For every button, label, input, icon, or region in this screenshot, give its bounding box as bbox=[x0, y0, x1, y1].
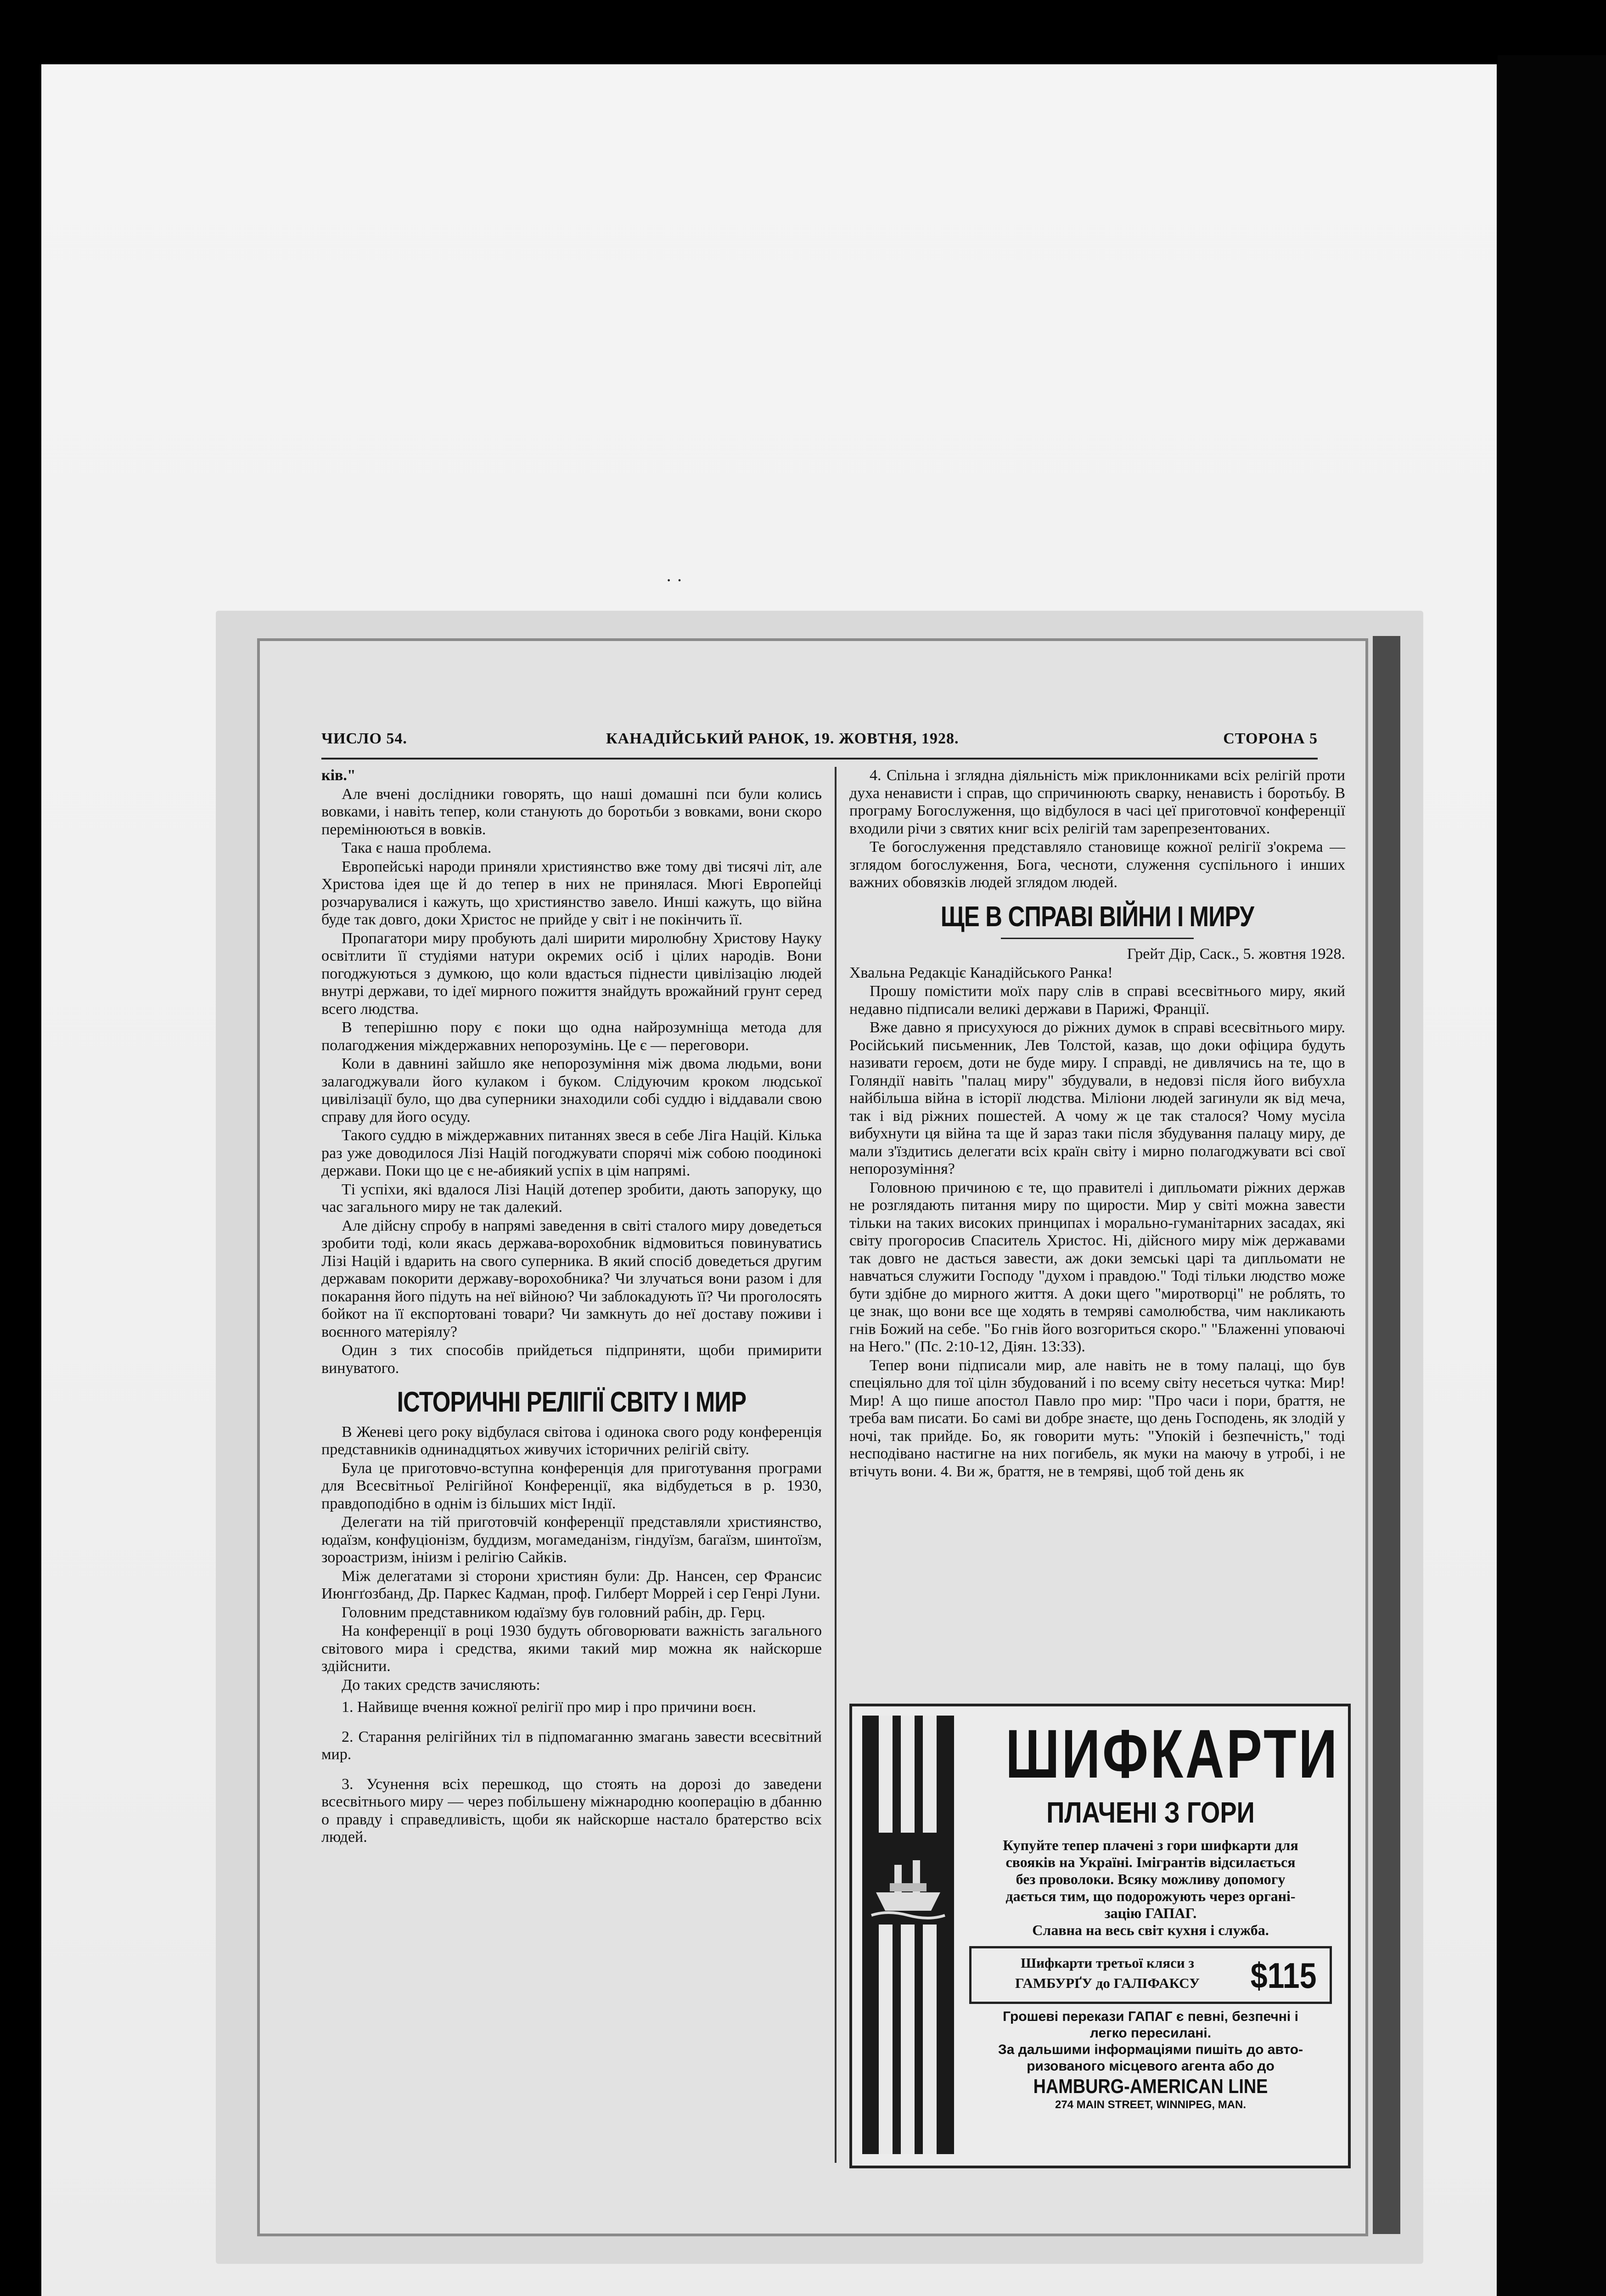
paragraph: 4. Спільна і зглядна діяльність між приклонниками всіх релігій проти духа ненависти і справ, що спричинюють сварку, ненависть і боротьбу. В програму Богослуження, що відбулося в часі цеї приготовчої конференції входили річи з святих книг всіх релігій там зарепрезентованих. bbox=[849, 767, 1345, 837]
left-column bbox=[321, 767, 822, 1858]
film-edge bbox=[1498, 55, 1606, 2296]
list-item: 3. Усунення всіх перешкод, що стоять на дорозі до заведени всесвітнього миру — через побільшену міжнародню кооперацію в дбанню о правду і справедливість, щоби як найскорше настало братерство всіх людей. bbox=[321, 1775, 822, 1846]
paragraph: Коли в давнині зайшло яке непорозуміння між двома людьми, вони залагоджували його кулаком і буком. Слідуючим кроком людської цивілізації було, що два суперники знаходили собі суддю і віддавали свою справу для його осуду. bbox=[321, 1055, 822, 1125]
list-item: 1. Найвище вчення кожної релігії про мир і про причини воєн. bbox=[342, 1699, 756, 1716]
ad-decorative-stripe bbox=[862, 1716, 954, 2154]
salutation: Хвальна Редакціє Канадійського Ранка! bbox=[849, 964, 1113, 981]
running-header bbox=[321, 730, 1318, 760]
paragraph: На конференції в році 1930 будуть обговорювати важність загального світового мира і средства, якими такий мир можна як найскорше здійснити. bbox=[321, 1622, 822, 1675]
paragraph: Те богослуження представляло становище кожної релігії з'окрема — зглядом богослуження, Бога, чесноти, служення суспільного і инших важних обовязків людей зглядом людей. bbox=[849, 838, 1345, 891]
paragraph: Делегати на тій приготовчій конференції представляли християнство, юдаїзм, конфуціонізм, буддизм, могамеданізм, гіндуїзм, багаїзм, шинтоїзм, зороастризм, ініизм і релігію Сайків. bbox=[321, 1514, 822, 1566]
paragraph: Була це приготовчо-вступна конференція для приготування програми для Всесвітньої Релігійної Конференції, яка відбудеться в р. 1930, правдоподібно в однім із більших міст Індії. bbox=[321, 1459, 822, 1512]
paragraph: Такого суддю в міждержавних питаннях звеся в себе Ліга Націй. Кілька раз уже доводилося Лізі Націй погоджувати спорячі між собою поодинокі держави. Поки що це є не-абиякий успіх в цім напрямі. bbox=[321, 1127, 822, 1179]
ship-icon bbox=[867, 1833, 949, 1925]
paragraph: Тепер вони підписали мир, але навіть не в тому палаці, що був спеціяльно для тої цілн збудований і по всему світу несеться чутка: Мир! Мир! А що пише апостол Павло про мир: "Про часи і пори, браття, не треба вам писати. Бо самі ви добре знаєте, що день Господень, як злодій у ночі, так прийде. Бо, як говорити муть: "Упокій і безпечність," тоді несподівано настигне на них погибель, як муки на маючу в утробі, і не втічуть вони. 4. Ви ж, браття, не в темряві, щоб той день як bbox=[849, 1356, 1345, 1480]
paragraph: Головною причиною є те, що правителі і дипльомати ріжних держав не розглядають питання миру по щирости. Мир у світі можна завести тільки на таких високих принципах і морально-гуманітарних засадах, які світу прогоросив Спаситель Христос. Ні, дійсного миру між державами так довго не дасться завести, аж доки земські царі та дипльомати не навчаться служити Господу "духом і правдою." Тоді тільки людство може бути здібне до мирного життя. А доки щего "миротворці" не роблять, то це знак, що вони все ще ходять в темряві самолюбства, чим накликають гнів Божий на себе. "Бо гнів його возгориться скоро." "Блаженні уповаючі на Него." (Пс. 2:10-12, Діян. 13:33). bbox=[849, 1179, 1345, 1355]
price-box bbox=[969, 1946, 1332, 2004]
means-list bbox=[321, 1699, 822, 1846]
ad-footer-text: Грошеві перекази ГАПАГ є певні, безпечні і легко пересилані. За дальшими інформаціями пишіть до авто- ризованого місцевого агента або до bbox=[998, 2009, 1303, 2074]
paragraph: Европейські народи приняли християнство вже тому дві тисячі літ, але Христова ідея ще й до тепер в них не принялася. Мюгі Европейці розчарувалися і кажуть, що християнство завело. Инші кажуть, що війна буде так довго, доки Христос не прийде у світ і не покінчить її. bbox=[321, 858, 822, 928]
paragraph: Вже давно я присухуюся до ріжних думок в справі всесвітнього миру. Російський письменник, Лев Толстой, казав, що доки офіцира будуть називати героєм, доти не буде миру. І справді, не дивлячись на те, що в Голяндії навіть "палац миру" збудували, в недовзі після його вибухла найбільша війна в історії людства. Міліони людей загинули як від меча, так і від ріжних пошестей. А чому ж це так сталося? Чому мусіла вибухнути ця війна та ще й зараз таки після збудування палацу миру, де мали з'їздитись делегати всіх країн світу і мирно полагоджувати всі свої непорозуміння? bbox=[849, 1019, 1345, 1177]
issue-number: ЧИСЛО 54. bbox=[321, 730, 407, 747]
article-headline: ЩЕ В СПРАВІ ВІЙНИ І МИРУ bbox=[940, 900, 1254, 933]
page-shadow bbox=[1373, 636, 1400, 2234]
ad-title: ШИФКАРТИ bbox=[1005, 1715, 1340, 1792]
paragraph: Між делегатами зі сторони християн були: Др. Нансен, сер Франсис Июнгґозбанд, Др. Паркес Кадман, проф. Гилберт Моррей і сер Генрі Луни. bbox=[321, 1567, 822, 1602]
column-divider bbox=[835, 767, 837, 2163]
paragraph: В теперішню пору є поки що одна найрозумніща метода для полагоджения міждержавних непорозумінь. Це є — переговори. bbox=[321, 1019, 822, 1054]
paragraph: ків." bbox=[321, 767, 356, 784]
paragraph: Головним представником юдаїзму був головний рабін, др. Герц. bbox=[342, 1604, 765, 1621]
price-box-label: Шифкарти третьої кляси з ГАМБУРҐУ до ГАЛІФАКСУ bbox=[1015, 1955, 1200, 1991]
paragraph: Але вчені дослідники говорять, що наші домашні пси були колись вовками, і навіть тепер, коли станують до боротьби з вовками, вони скоро перемінюються в вовків. bbox=[321, 785, 822, 838]
page-number: СТОРОНА 5 bbox=[1223, 730, 1318, 747]
paragraph: Така є наша проблема. bbox=[342, 839, 492, 856]
ad-content bbox=[965, 1715, 1340, 2111]
newspaper-page bbox=[257, 638, 1368, 2236]
masthead-date: КАНАДІЙСЬКИЙ РАНОК, 19. ЖОВТНЯ, 1928. bbox=[606, 730, 959, 747]
list-item: 2. Старання релігійних тіл в підпомаганню змагань завести всесвітний мир. bbox=[321, 1728, 822, 1763]
paragraph: До таких средств зачисляють: bbox=[342, 1676, 540, 1694]
paragraph: Ті успіхи, які вдалося Лізі Націй дотепер зробити, дають запоруку, що час загального миру не так далекий. bbox=[321, 1181, 822, 1216]
company-address: 274 MAIN STREET, WINNIPEG, MAN. bbox=[1055, 2099, 1247, 2111]
dateline: Грейт Дір, Саск., 5. жовтня 1928. bbox=[1127, 945, 1345, 962]
paragraph: В Женеві цего року відбулася світова і одинока свого роду конференція представників однинадцятьох живучих історичних релігій світу. bbox=[321, 1423, 822, 1458]
company-name: HAMBURG-AMERICAN LINE bbox=[1033, 2075, 1268, 2098]
ad-subtitle: ПЛАЧЕНІ З ГОРИ bbox=[1046, 1796, 1255, 1829]
fare-price: $115 bbox=[1250, 1955, 1317, 1996]
shipping-advertisement bbox=[849, 1704, 1351, 2168]
paragraph: Один з тих способів прийдеться підприняти, щоби примирити винуватого. bbox=[321, 1342, 822, 1377]
article-headline: ІСТОРИЧНІ РЕЛІГІЇ СВІТУ І МИР bbox=[397, 1386, 747, 1418]
paragraph: Але дійсну спробу в напрямі заведення в світі сталого миру доведеться зробити тоді, коли якась держава-ворохобник відмовиться повинуватись Лізі Націй і вдарить на свого суперника. В який спосіб доведеться другим державам покорити державу-ворохобника? Чи злучаться вони разом і для покарання його підуть на неї війною? Чи заблокадують її? Чи проголосять бойкот на її експортовані товари? Чи замкнуть до неї доставу поживи і воєнного матеріялу? bbox=[321, 1217, 822, 1340]
paragraph: Прошу помістити моїх пару слів в справі всесвітнього миру, який недавно підписали великі держави в Парижі, Франції. bbox=[849, 983, 1345, 1018]
paragraph: Пропагатори миру пробують далі ширити миролюбну Христову Науку освітлити її студіями натури окремих осіб і цілих народів. Вони погоджуються з думкою, що коли вдасться піднести цивілізацію людей внутрі держави, то ідеї мирного пожиття знайдуть врожайний грунт серед всего людства. bbox=[321, 929, 822, 1018]
dust-specks: · · bbox=[666, 570, 683, 591]
ad-description: Купуйте тепер плачені з гори шифкарти для свояків на Україні. Імігрантів відсилається без проволоки. Всяку можливу допомогу дається тим, що подорожують через органі- зацію ГАПАГ. Славна на весь світ кухня і служба. bbox=[1003, 1837, 1298, 1938]
headline-rule bbox=[1001, 938, 1194, 939]
right-column bbox=[849, 767, 1345, 1481]
